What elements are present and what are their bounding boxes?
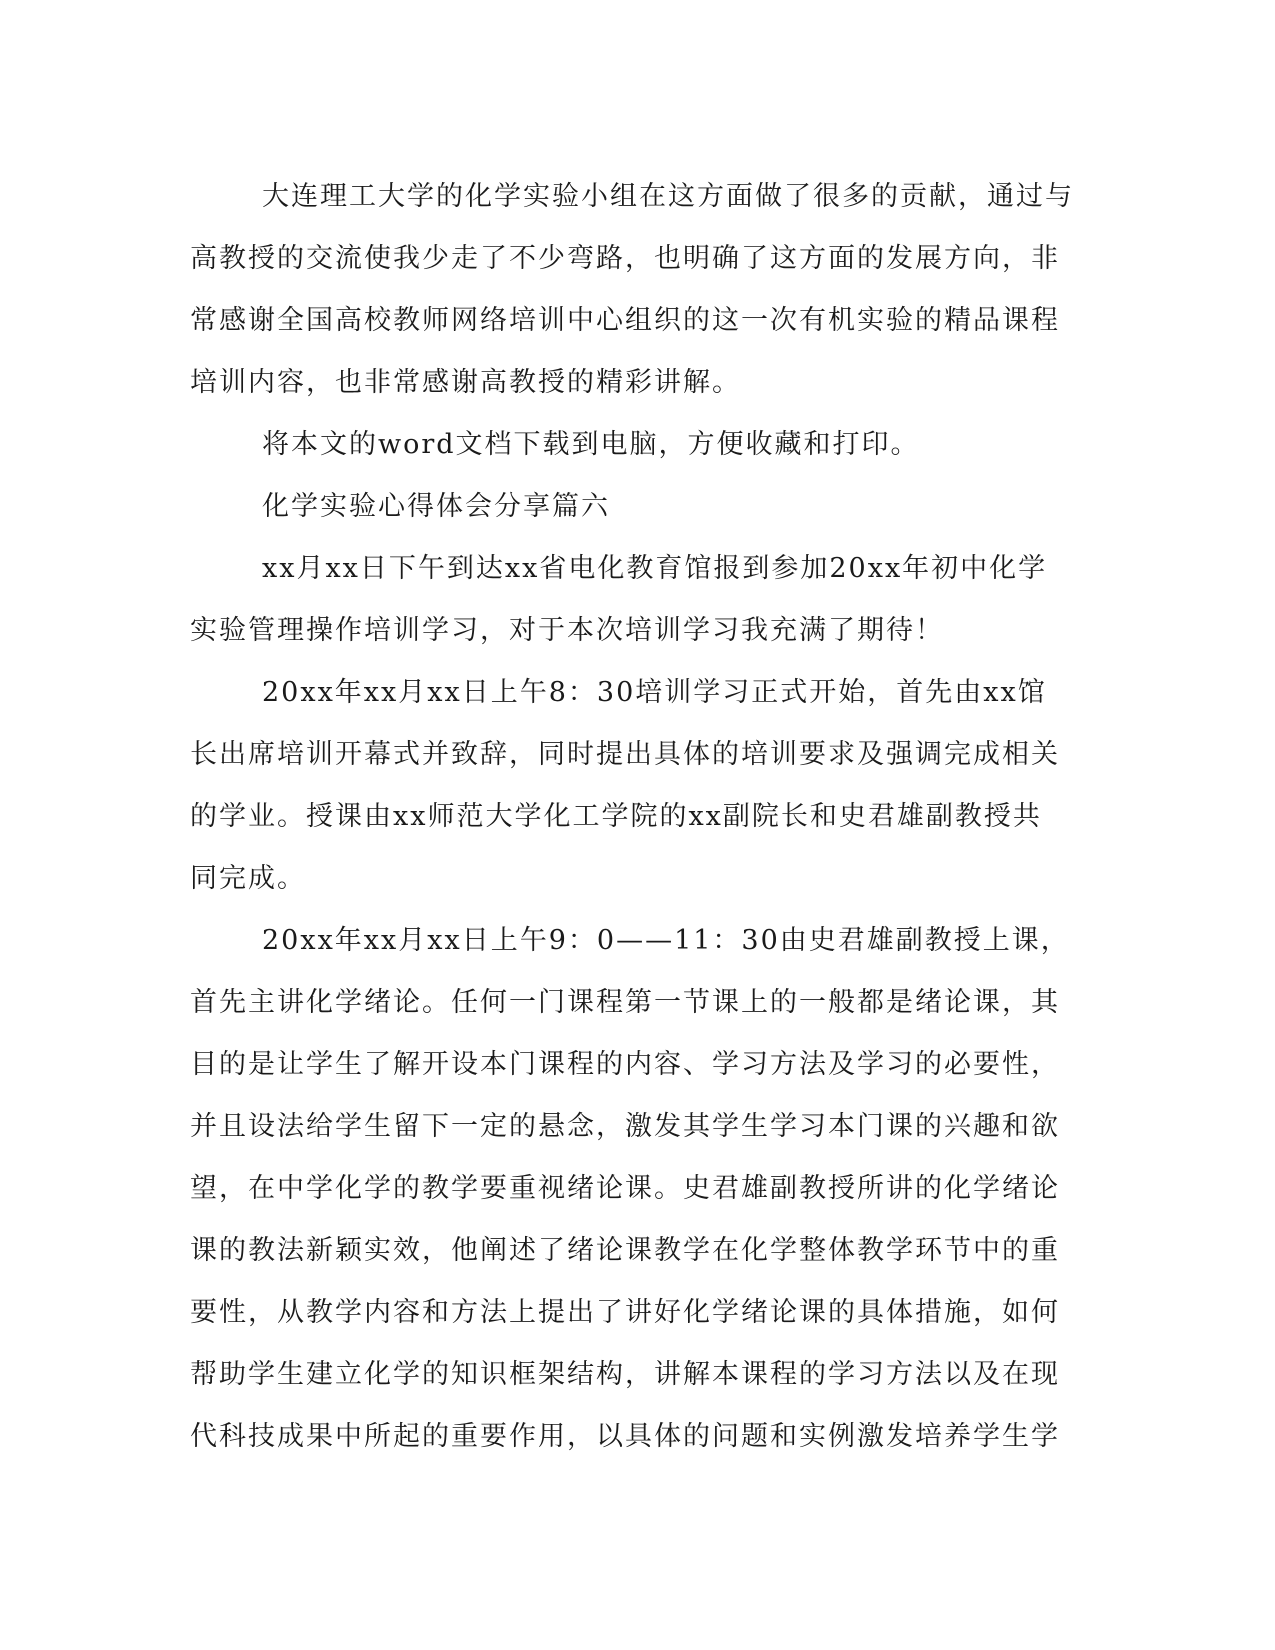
text-line: 并且设法给学生留下一定的悬念，激发其学生学习本门课的兴趣和欲	[190, 1111, 1060, 1142]
document-body	[190, 166, 1090, 1468]
text-line: 同完成。	[190, 863, 306, 894]
paragraph-6	[190, 910, 1090, 1468]
text-line: 首先主讲化学绪论。任何一门课程第一节课上的一般都是绪论课，其	[190, 987, 1060, 1018]
text-line: 常感谢全国高校教师网络培训中心组织的这一次有机实验的精品课程	[190, 305, 1060, 336]
text-line: 高教授的交流使我少走了不少弯路，也明确了这方面的发展方向，非	[190, 243, 1060, 274]
paragraph-2	[190, 414, 1090, 476]
text-line: 望，在中学化学的教学要重视绪论课。史君雄副教授所讲的化学绪论	[190, 1173, 1060, 1204]
text-line: 代科技成果中所起的重要作用，以具体的问题和实例激发培养学生学	[190, 1421, 1060, 1452]
paragraph-4	[190, 538, 1090, 662]
text-line: 帮助学生建立化学的知识框架结构，讲解本课程的学习方法以及在现	[190, 1359, 1060, 1390]
paragraph-5	[190, 662, 1090, 910]
text-line: 20xx年xx月xx日上午8：30培训学习正式开始，首先由xx馆	[262, 677, 1047, 708]
section-heading	[190, 476, 1090, 538]
paragraph-1	[190, 166, 1090, 414]
text-line: xx月xx日下午到达xx省电化教育馆报到参加20xx年初中化学	[262, 553, 1048, 584]
text-line: 将本文的word文档下载到电脑，方便收藏和打印。	[262, 429, 920, 460]
text-line: 实验管理操作培训学习，对于本次培训学习我充满了期待！	[190, 615, 944, 646]
text-line: 课的教法新颖实效，他阐述了绪论课教学在化学整体教学环节中的重	[190, 1235, 1060, 1266]
text-line: 大连理工大学的化学实验小组在这方面做了很多的贡献，通过与	[262, 181, 1074, 212]
text-line: 20xx年xx月xx日上午9：0——11：30由史君雄副教授上课，	[262, 925, 1070, 956]
heading-line: 化学实验心得体会分享篇六	[262, 491, 610, 522]
text-line: 的学业。授课由xx师范大学化工学院的xx副院长和史君雄副教授共	[190, 801, 1042, 832]
text-line: 要性，从教学内容和方法上提出了讲好化学绪论课的具体措施，如何	[190, 1297, 1060, 1328]
text-line: 目的是让学生了解开设本门课程的内容、学习方法及学习的必要性，	[190, 1049, 1060, 1080]
text-line: 培训内容，也非常感谢高教授的精彩讲解。	[190, 367, 741, 398]
text-line: 长出席培训开幕式并致辞，同时提出具体的培训要求及强调完成相关	[190, 739, 1060, 770]
